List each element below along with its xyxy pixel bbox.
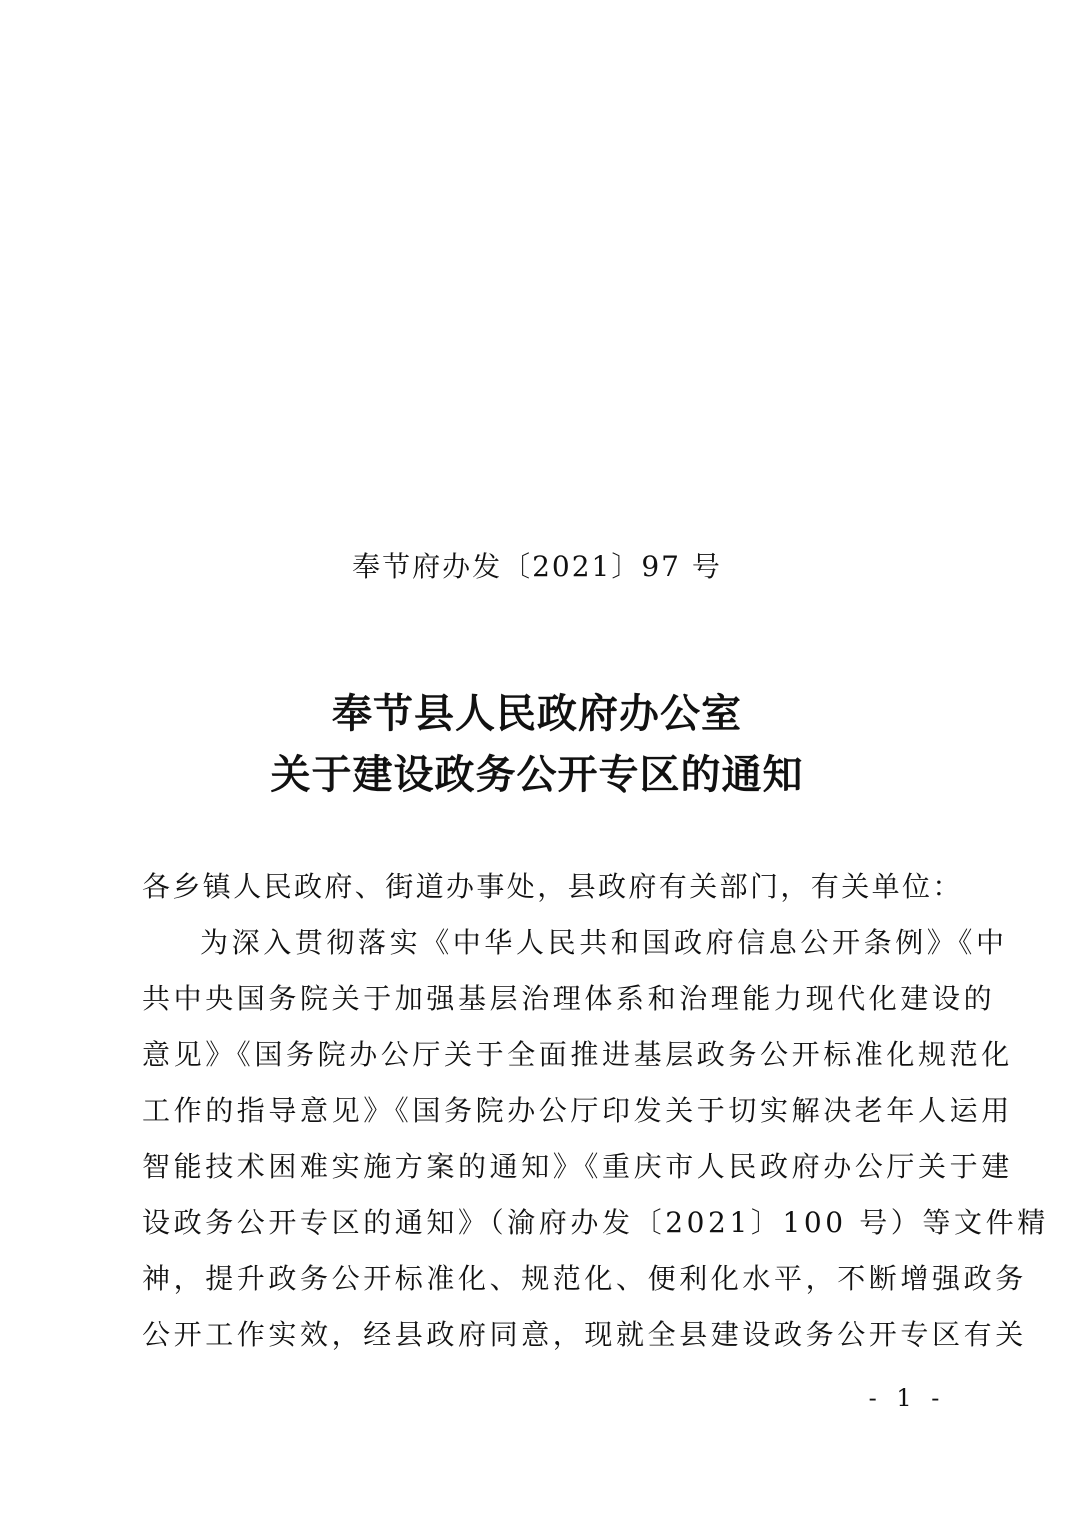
page-number: - 1 - bbox=[868, 1384, 946, 1412]
body-line-5: 智能技术困难实施方案的通知》《重庆市人民政府办公厅关于建 bbox=[142, 1150, 1013, 1183]
body-line-2: 共中央国务院关于加强基层治理体系和治理能力现代化建设的 bbox=[142, 982, 996, 1015]
body-line-6: 设政务公开专区的通知》（渝府办发〔2021〕100 号）等文件精 bbox=[142, 1206, 1049, 1239]
body-line-1: 为深入贯彻落实《中华人民共和国政府信息公开条例》《中 bbox=[200, 926, 1008, 959]
body-line-4: 工作的指导意见》《国务院办公厅印发关于切实解决老年人运用 bbox=[142, 1094, 1013, 1127]
salutation: 各乡镇人民政府、街道办事处，县政府有关部门，有关单位： bbox=[142, 870, 963, 903]
body-line-3: 意见》《国务院办公厅关于全面推进基层政务公开标准化规范化 bbox=[142, 1038, 1013, 1071]
document-title-line-1: 奉节县人民政府办公室 bbox=[332, 691, 742, 737]
body-line-8: 公开工作实效，经县政府同意，现就全县建设政务公开专区有关 bbox=[142, 1318, 1027, 1351]
document-title-line-2: 关于建设政务公开专区的通知 bbox=[270, 752, 804, 798]
document-number: 奉节府办发〔2021〕97 号 bbox=[352, 550, 722, 583]
body-line-7: 神，提升政务公开标准化、规范化、便利化水平，不断增强政务 bbox=[142, 1262, 1027, 1295]
